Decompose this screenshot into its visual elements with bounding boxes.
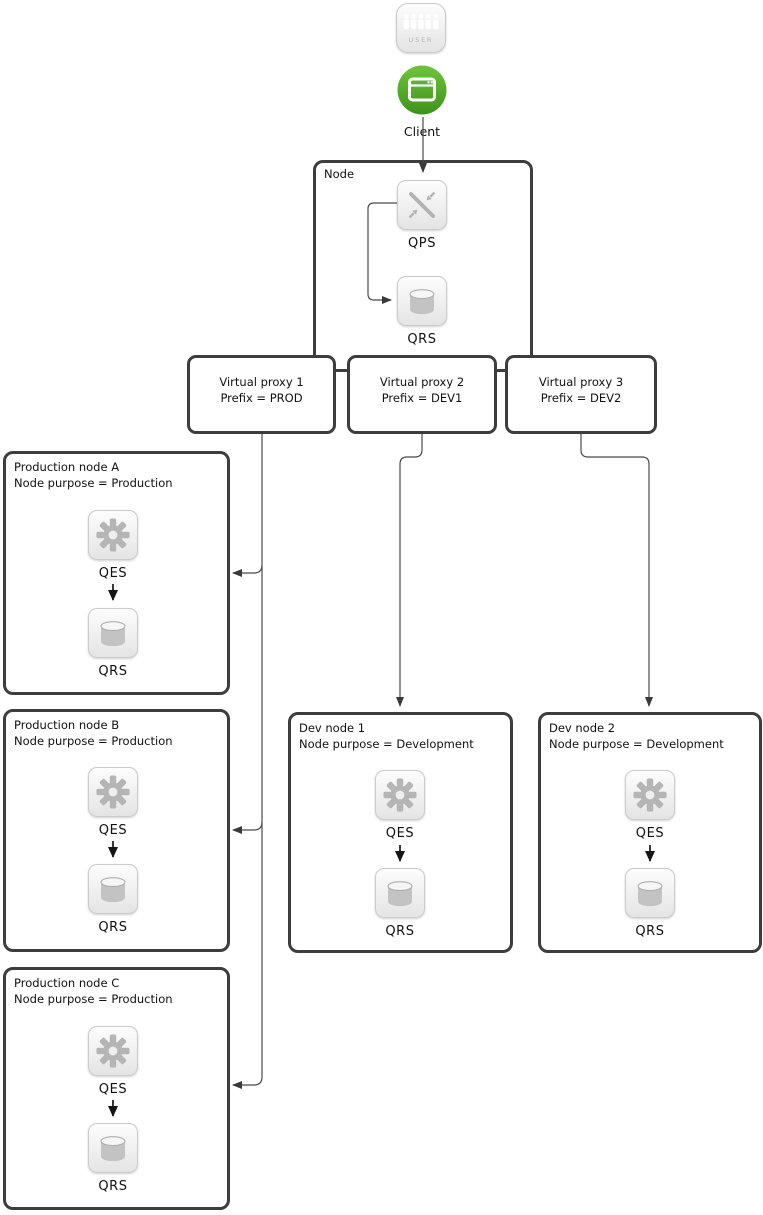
virtual-proxy-3-box: [505, 355, 657, 434]
qrs-label: QRS: [98, 920, 128, 935]
virtual-proxy-2-box: [347, 355, 497, 434]
dev-node-2-purpose: Node purpose = Development: [549, 737, 724, 751]
database-cylinder-icon: [625, 868, 675, 918]
arrow-vp2-to-dev-1: [400, 434, 422, 706]
production-node-c-purpose: Node purpose = Production: [14, 992, 173, 1006]
node-qps-unit: [392, 180, 452, 251]
qes-label: QES: [385, 826, 415, 841]
prod-c-qrs-unit: [83, 1123, 143, 1194]
database-cylinder-icon: [88, 1123, 138, 1173]
production-node-b-title: Production node B: [14, 718, 120, 732]
prod-a-qes-unit: [83, 510, 143, 581]
prod-b-qes-unit: [83, 767, 143, 838]
proxy-arrows-icon: [397, 180, 447, 230]
database-cylinder-icon: [88, 864, 138, 914]
virtual-proxy-1-title: Virtual proxy 1: [219, 375, 304, 389]
prod-c-qes-unit: [83, 1026, 143, 1097]
qes-label: QES: [635, 826, 665, 841]
arrow-vp3-to-dev-2: [581, 434, 649, 706]
arrow-vp1-to-prod-c: [233, 434, 262, 1085]
qes-label: QES: [98, 1082, 128, 1097]
client-label: Client: [403, 124, 441, 139]
dev-node-2-title: Dev node 2: [549, 721, 616, 735]
virtual-proxy-2-prefix: Prefix = DEV1: [381, 391, 463, 405]
production-node-c-title: Production node C: [14, 976, 120, 990]
arrow-vp1-to-prod-a: [233, 565, 262, 573]
gear-icon: [625, 770, 675, 820]
qrs-label: QRS: [385, 924, 415, 939]
node-qrs-unit: [392, 276, 452, 347]
database-cylinder-icon: [397, 276, 447, 326]
node-box-title: Node: [324, 167, 355, 181]
production-node-b-purpose: Node purpose = Production: [14, 734, 173, 748]
qrs-label: QRS: [407, 332, 437, 347]
arrow-vp1-to-prod-b: [233, 822, 262, 830]
user-group-icon: [396, 3, 446, 53]
dev-node-1-title: Dev node 1: [299, 721, 366, 735]
virtual-proxy-3-title: Virtual proxy 3: [538, 375, 624, 389]
dev-1-qrs-unit: [370, 868, 430, 939]
user-icon-text: USER: [408, 35, 434, 44]
gear-icon: [88, 1026, 138, 1076]
gear-icon: [88, 767, 138, 817]
qrs-label: QRS: [98, 664, 128, 679]
production-node-a-purpose: Node purpose = Production: [14, 476, 173, 490]
virtual-proxy-2-title: Virtual proxy 2: [379, 375, 465, 389]
prod-b-qrs-unit: [83, 864, 143, 935]
virtual-proxy-3-prefix: Prefix = DEV2: [540, 391, 622, 405]
client-icon: [397, 65, 447, 115]
dev-2-qrs-unit: [620, 868, 680, 939]
gear-icon: [88, 510, 138, 560]
virtual-proxy-1-prefix: Prefix = PROD: [220, 391, 303, 405]
qrs-label: QRS: [98, 1179, 128, 1194]
gear-icon: [375, 770, 425, 820]
qes-label: QES: [98, 823, 128, 838]
qes-label: QES: [98, 566, 128, 581]
prod-a-qrs-unit: [83, 608, 143, 679]
client: [392, 65, 452, 139]
virtual-proxy-1-box: [187, 355, 336, 434]
dev-1-qes-unit: [370, 770, 430, 841]
production-node-a-title: Production node A: [14, 460, 120, 474]
qrs-label: QRS: [635, 924, 665, 939]
database-cylinder-icon: [88, 608, 138, 658]
dev-2-qes-unit: [620, 770, 680, 841]
qps-label: QPS: [407, 236, 437, 251]
dev-node-1-purpose: Node purpose = Development: [299, 737, 474, 751]
database-cylinder-icon: [375, 868, 425, 918]
